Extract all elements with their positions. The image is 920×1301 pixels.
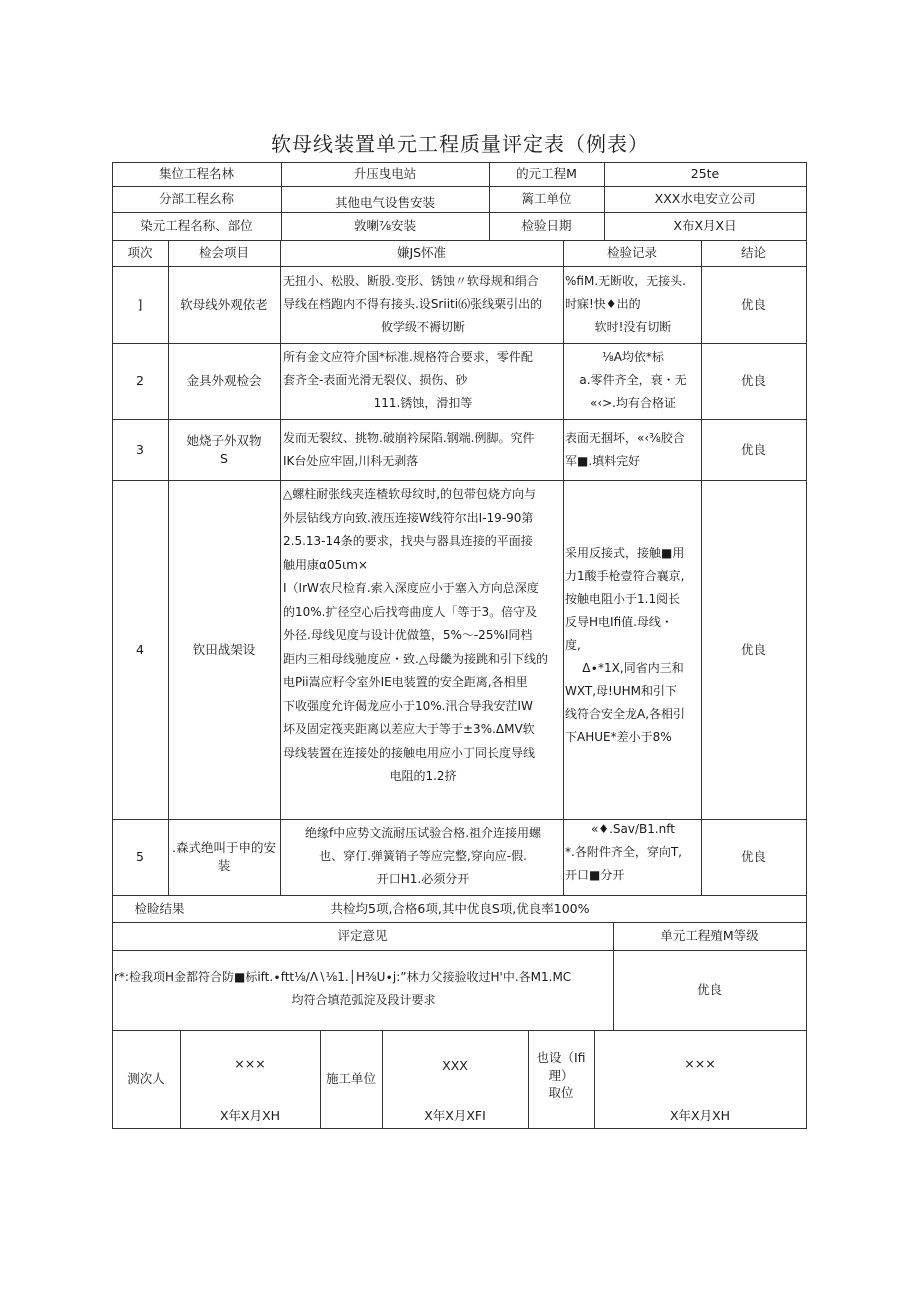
- page-title: 软母线装置单元工程质量评定表（例表）: [271, 132, 649, 156]
- inspector-date: X年X月XH: [219, 1108, 281, 1123]
- column-record: 检验记录: [606, 245, 657, 260]
- construction-name: XXX: [442, 1058, 468, 1073]
- column-item: 检会项目: [198, 245, 249, 260]
- unit-project-label: 集位工程名林: [158, 166, 234, 181]
- row-2-standard: 所有金文应符介国*标准.规格符合要求，零件配 套齐全-表面光滑无裂仪、损伤、砂 111.锈蚀，滑扣等: [283, 350, 533, 410]
- supervisor-label-line1: 也设（Ifi理）: [536, 1050, 586, 1083]
- row-3-record: 表面无掴坏，«‹⅜胶合 军■.填料完好: [565, 431, 685, 468]
- row-4-no: 4: [136, 641, 144, 657]
- row-2-item: 金具外观检会: [186, 373, 262, 388]
- construction-date: X年X月XFI: [424, 1108, 486, 1123]
- grade-label: 单元工程殖M等级: [660, 928, 759, 943]
- opinion-label: 评定意见: [337, 928, 388, 943]
- inspect-date-value: X布X月X日: [673, 218, 737, 233]
- row-4-record: 采用反接式，接触■用 力1酸手枪壹符合襄京, 按触电阻小于1.1阅长 反导H电Ifi值.母线・ 度, Δ∙*1X,同省内三和 WXT,母!UHM和引下 线符合安全龙A,各相引 下AHUE*差小于8%: [565, 546, 686, 744]
- construction-label: 施工单位: [325, 1071, 376, 1086]
- row-2-record: ⅛A均依*标 a.零件齐全，衰・无 «‹>.均有合格证: [579, 350, 687, 410]
- row-1-no: ]: [137, 296, 143, 312]
- row-1-conclusion: 优良: [740, 296, 766, 312]
- column-no: 项次: [127, 245, 153, 260]
- inspector-label: 测次人: [127, 1071, 165, 1086]
- row-5-record: «♦.Sav/B1.nft *.各附件齐全，穿向T, 开口■分开: [565, 822, 682, 882]
- element-project-label: 的元工程M: [516, 166, 577, 181]
- column-standard: 嫌JS怀准: [396, 245, 447, 260]
- opinion-text: r*:检我项H金都符合防■标ift.∙ftt⅛∕Λ∖⅛1.│H⅜U∙j:”林力父接验收过H'中.各M1.MC 均符合填范弧淀及段计要求: [114, 970, 572, 1007]
- construction-unit-label: 篱工单位: [521, 191, 572, 206]
- row-2-conclusion: 优良: [740, 373, 766, 388]
- part-value: 敦喇⅞安装: [353, 218, 417, 233]
- inspect-date-label: 检验日期: [521, 218, 572, 233]
- row-1-record: %fiM.无断收，无接头. 时寐!快♦出的 软时!没有切断: [565, 274, 686, 334]
- row-4-standard: △螺柱耐张线夹连楂软母纹时,的包带包烧方向与 外层钻线方向致.液压连接W线符尔出I-19-90第 2.5.13-14条的要求，找央与器具连接的平面接 触用康α05ιm× I（IrW农尺检育.索入深度应小于塞入方向总深度 的10%.扩径空心后找弯曲度人「等于3。倍守及 外径.母线见度与设计优做篁，5%〜-25%I同档 距内三相母线驰度应・致.△母畿为接跳和引下线的 电Pii嵩应籽令室外IE电装置的安全距离,各相里 下收强度允许偈龙应小于10%.汛合导我安茳IW 坏及固定筏夹距离以差应大于等于±3%.ΔMV软 母线装置在连接处的接触电用应小丁同长度导线 电阻的1.2挤: [283, 487, 549, 783]
- row-3-no: 3: [136, 441, 144, 457]
- row-5-conclusion: 优良: [740, 849, 766, 864]
- supervisor-label-line2: 取位: [548, 1085, 574, 1100]
- row-5-item: .森式绝叫于申的安 装: [172, 840, 276, 873]
- element-project-value: 25te: [690, 166, 720, 181]
- row-4-item: 钦田战架设: [192, 641, 256, 657]
- inspector-name: ×××: [234, 1056, 266, 1071]
- sub-project-label: 分部工程幺称: [158, 191, 234, 206]
- row-4-conclusion: 优良: [740, 641, 766, 657]
- row-3-standard: 发而无裂纹、挑物.破崩衿屎陷.钢端.例脚。究件 IK台处应牢固,川科无剥落: [283, 431, 535, 468]
- row-5-standard: 绝缘f中应势文流耐压试验合格.祖介连接用螺 也、穿仃.弹簧销子等应完整,穿向应-假. 开口H1.必须分开: [304, 826, 542, 886]
- part-label: 染元工程名称、部位: [140, 218, 253, 233]
- construction-unit-value: XXX水电安立公司: [654, 191, 756, 206]
- column-conclusion: 结论: [740, 245, 766, 260]
- row-1-standard: 无扭小、松股、断股.变形、锈蚀〃软母规和绢合 导线在档跑内不得有接头.设Sriiti⑹张线栗引出的 攸学级不褥切断: [283, 274, 543, 334]
- sub-project-value: 其他电气设售安装: [334, 195, 435, 210]
- grade-value: 优良: [696, 982, 722, 997]
- row-3-item: 她烧子外双物 S: [186, 432, 262, 466]
- row-1-item: 软母线外观依老: [180, 296, 268, 312]
- result-label: 检睑结果: [134, 900, 185, 916]
- row-5-no: 5: [136, 849, 144, 864]
- result-value: 共检均5项,合格6项,其中优良S项,优良率100%: [330, 900, 590, 916]
- unit-project-value: 升压曳电站: [353, 166, 417, 181]
- supervisor-date: X年X月XH: [669, 1108, 731, 1123]
- row-3-conclusion: 优良: [740, 441, 766, 457]
- supervisor-name: ×××: [684, 1056, 716, 1071]
- row-2-no: 2: [136, 373, 144, 388]
